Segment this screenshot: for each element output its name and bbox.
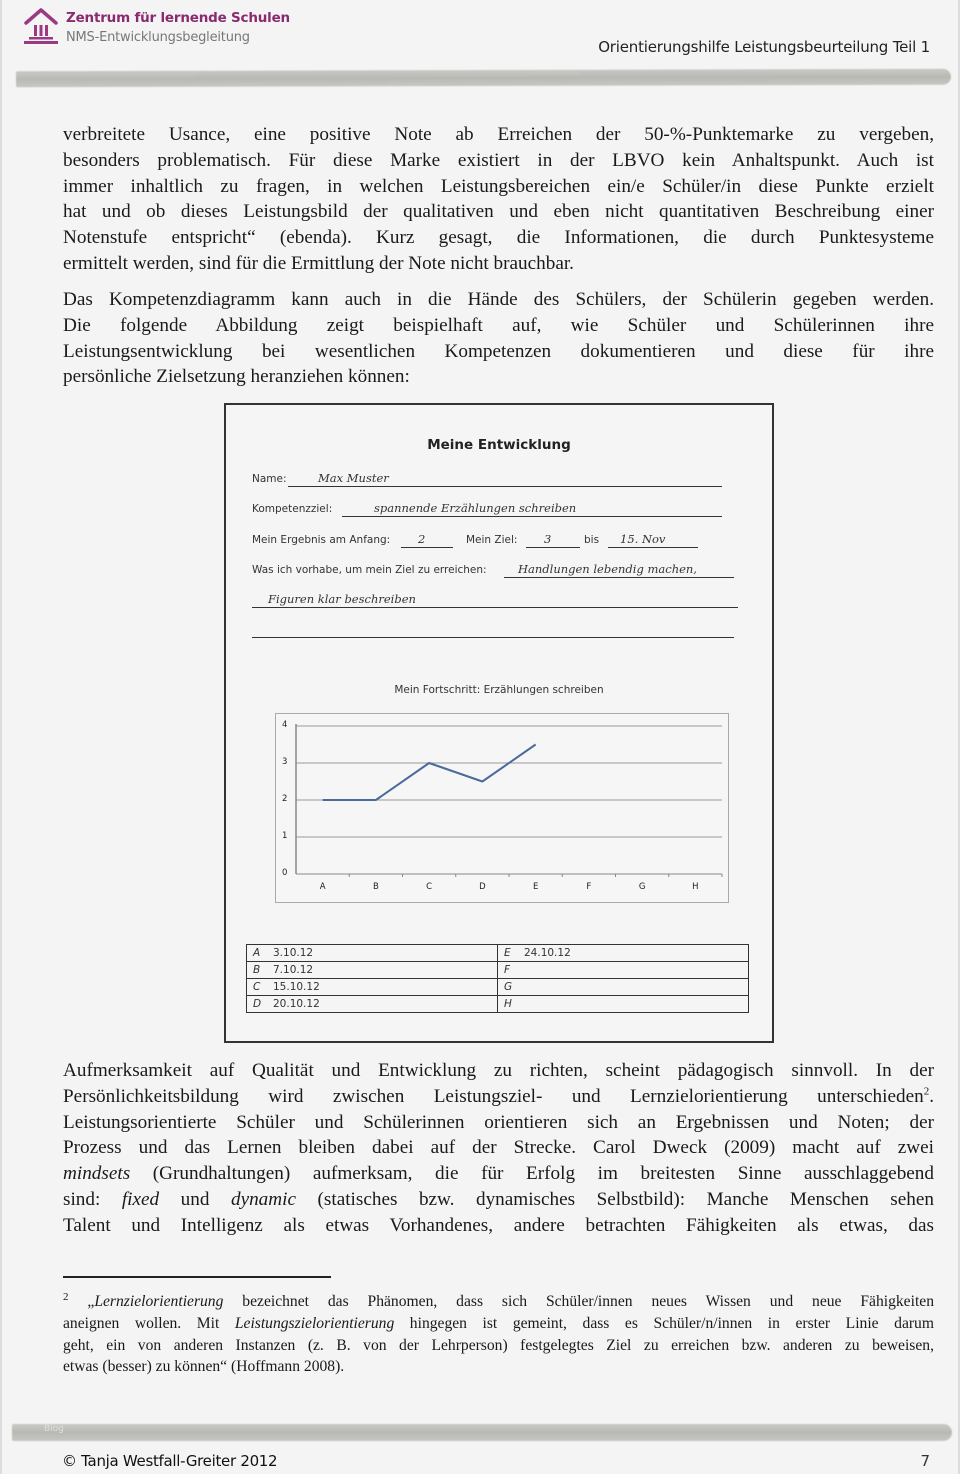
paragraph-1 — [63, 122, 934, 277]
date-key: H — [504, 998, 512, 1010]
date-cell — [498, 945, 749, 962]
date-cell — [498, 962, 749, 979]
target-label: Mein Ziel: — [466, 534, 518, 546]
goal-value: spannende Erzählungen schreiben — [374, 501, 577, 515]
text-line: Die folgende Abbildung zeigt beispielhaft auf, wie Schüler und Schülerinnen ihre — [63, 314, 934, 336]
y-tick-label: 2 — [282, 794, 288, 804]
date-cell — [247, 945, 498, 962]
date-value: 7.10.12 — [273, 964, 314, 976]
date-key: E — [504, 947, 511, 959]
x-tick-label: B — [372, 882, 379, 892]
start-label: Mein Ergebnis am Anfang: — [252, 534, 391, 546]
text-line: mindsets (Grundhaltungen) aufmerksam, die für Erfolg im breitesten Sinne ausschlaggebend — [63, 1163, 934, 1185]
date-key: C — [253, 981, 261, 993]
date-cell — [498, 996, 749, 1013]
x-tick-label: F — [586, 882, 592, 892]
plan-underline-2 — [252, 607, 738, 608]
text-line: Notenstufe entspricht“ (ebenda). Kurz gesagt, die Informationen, die durch Punktesysteme — [63, 227, 934, 249]
progress-series-line — [323, 745, 536, 801]
text-line: etwas (besser) zu können“ (Hoffmann 2008). — [63, 1358, 345, 1376]
figure-meine-entwicklung — [224, 403, 774, 1043]
goal-label: Kompetenzziel: — [252, 503, 333, 515]
footer-faint-label: Blog — [44, 1424, 64, 1434]
table-row — [247, 945, 749, 962]
target-underline — [526, 547, 580, 548]
text-line: $^2$ „Lernzielorientierung bezeichnet das Phänomen, dass sich Schüler/innen neues Wissen und neue Fähigkeiten — [63, 1290, 934, 1310]
name-value: Max Muster — [318, 471, 389, 485]
figure-title: Meine Entwicklung — [427, 437, 571, 453]
line-chart — [276, 714, 730, 904]
text-line: Aufmerksamkeit auf Qualität und Entwicklung zu richten, scheint pädagogisch sinnvoll. In der — [63, 1060, 934, 1081]
chart-title: Mein Fortschritt: Erzählungen schreiben — [394, 684, 604, 696]
name-underline — [288, 486, 722, 487]
date-cell — [498, 979, 749, 996]
footnote-separator — [63, 1276, 331, 1278]
table-row — [247, 996, 749, 1013]
y-tick-label: 0 — [282, 868, 288, 878]
text-line: ermittelt werden, sind für die Ermittlung der Note nicht brauchbar. — [63, 252, 574, 274]
goal-underline — [342, 516, 722, 517]
header-divider — [16, 69, 951, 87]
text-line: aneignen wollen. Mit Leistungszielorientierung hingegen ist gemeint, dass es Schüler/n/innen in erster Linie darum — [63, 1314, 934, 1332]
until-value: 15. Nov — [620, 532, 666, 546]
x-tick-label: E — [532, 882, 539, 892]
building-columns-icon — [22, 6, 60, 46]
text-line: Leistungsorientierte Schüler und Schülerinnen orientieren sich an Ergebnissen und Noten; der — [63, 1111, 934, 1133]
text-line: Das Kompetenzdiagramm kann auch in die Hände des Schülers, der Schülerin gegeben werden. — [63, 289, 934, 310]
date-key: A — [253, 947, 261, 959]
text-line: sind: fixed und dynamic (statisches bzw. dynamisches Selbstbild): Manche Menschen sehen — [63, 1188, 934, 1210]
plan-underline-3 — [252, 637, 734, 638]
date-value: 3.10.12 — [273, 947, 314, 959]
date-value: 24.10.12 — [524, 947, 571, 959]
x-tick-label: G — [638, 882, 646, 892]
y-tick-label: 1 — [282, 831, 288, 841]
footnote-number: 2 — [63, 1290, 69, 1303]
date-key: D — [253, 998, 262, 1010]
start-underline — [401, 547, 453, 548]
text-line: verbreitete Usance, eine positive Note ab Erreichen der 50-%-Punktemarke zu vergeben, — [63, 124, 934, 145]
table-row — [247, 962, 749, 979]
plan-value-1: Handlungen lebendig machen, — [518, 562, 697, 576]
plan-value-2: Figuren klar beschreiben — [268, 592, 416, 606]
progress-chart — [275, 713, 729, 903]
text-line: persönliche Zielsetzung heranziehen können: — [63, 366, 410, 388]
x-tick-label: H — [692, 882, 699, 892]
date-key: B — [253, 964, 261, 976]
text-line: Persönlichkeitsbildung wird zwischen Leistungsziel- und Lernzielorientierung unterschieden$^2$. — [63, 1085, 934, 1107]
x-tick-label: D — [479, 882, 486, 892]
document-title: Orientierungshilfe Leistungsbeurteilung Teil 1 — [598, 38, 930, 56]
date-cell — [247, 979, 498, 996]
date-key: F — [504, 964, 511, 976]
date-key: G — [504, 981, 513, 993]
text-line: geht, ein von anderen Instanzen (z. B. von der Lehrperson) festgelegtes Ziel zu erreichen bzw. anderen zu beweisen, — [63, 1336, 934, 1354]
y-tick-label: 4 — [282, 720, 288, 730]
copyright: © Tanja Westfall-Greiter 2012 — [62, 1452, 278, 1470]
until-underline — [608, 547, 698, 548]
table-row — [247, 979, 749, 996]
footnote-ref[interactable]: 2 — [923, 1085, 930, 1098]
org-subtitle: NMS-Entwicklungsbegleitung — [66, 30, 250, 45]
text-line: Prozess und das Lernen bleiben dabei auf der Strecke. Carol Dweck (2009) macht auf zwei — [63, 1137, 934, 1159]
page-number: 7 — [920, 1452, 930, 1470]
date-table — [246, 944, 749, 1013]
date-value: 20.10.12 — [273, 998, 320, 1010]
date-cell — [247, 962, 498, 979]
text-line: besonders problematisch. Für diese Marke existiert in der LBVO kein Anhaltspunkt. Auch ist — [63, 149, 934, 171]
text-line: hat und ob dieses Leistungsbild der qualitativen und eben nicht quantitativen Beschreibung einer — [63, 201, 934, 223]
text-line: Leistungsentwicklung bei wesentlichen Kompetenzen dokumentieren und diese für ihre — [63, 340, 934, 362]
y-tick-label: 3 — [282, 757, 288, 767]
x-tick-label: C — [426, 882, 433, 892]
date-value: 15.10.12 — [273, 981, 320, 993]
plan-underline-1 — [504, 577, 734, 578]
paragraph-3 — [63, 1058, 934, 1239]
footer-divider — [12, 1424, 952, 1441]
date-cell — [247, 996, 498, 1013]
x-tick-label: A — [319, 882, 326, 892]
footnote — [63, 1291, 934, 1378]
paragraph-2 — [63, 287, 934, 390]
start-value: 2 — [418, 532, 426, 546]
name-label: Name: — [252, 473, 287, 485]
target-value: 3 — [544, 532, 552, 546]
org-name: Zentrum für lernende Schulen — [66, 10, 290, 26]
until-label: bis — [584, 534, 600, 546]
text-line: immer inhaltlich zu fragen, in welchen Leistungsbereichen ein/e Schüler/in diese Punkte erzielt — [63, 175, 934, 197]
text-line: Talent und Intelligenz als etwas Vorhandenes, andere betrachten Fähigkeiten als etwas, das — [63, 1214, 934, 1236]
plan-label: Was ich vorhabe, um mein Ziel zu erreichen: — [252, 564, 487, 576]
